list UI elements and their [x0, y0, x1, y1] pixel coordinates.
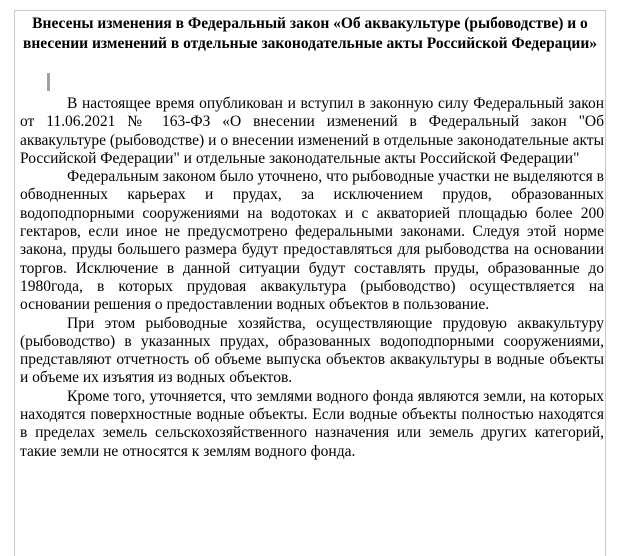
document-body — [20, 95, 604, 461]
paragraph-1: В настоящее время опубликован и вступил в законную силу Федеральный закон от 11.06.2021 № 163-ФЗ «О внесении изменений в Федеральный закон "Об аквакультуре (рыбоводстве) и о внесении изменений в отдельные законодательные акты Российской Федерации" и отдельные законодательные акты Российской Федерации" — [20, 95, 604, 167]
text-cursor-marker — [47, 73, 50, 91]
document-title: Внесены изменения в Федеральный закон «Об аквакультуре (рыбоводстве) и о внесении изменений в отдельные законодательные акты Российской Федерации» — [23, 15, 597, 52]
paragraph-2: Федеральным законом было уточнено, что рыбоводные участки не выделяются в обводненных карьерах и прудах, за исключением прудов, образованных водоподпорными сооружениями на водотоках и с акваторией площадью более 200 гектаров, если иное не предусмотрено федеральными законами. Следуя этой норме закона, пруды большего размера будут предоставляться для рыбоводства на основании торгов. Исключение в данной ситуации будут составлять пруды, образованные до 1980года, в которых прудовая аквакультура (рыбоводство) осуществляется на основании решения о предоставлении водных объектов в пользование. — [20, 168, 604, 314]
paragraph-3: При этом рыбоводные хозяйства, осуществляющие прудовую аквакультуру (рыбоводство) в указанных прудах, образованных водоподпорными сооружениями, представляют отчетность об объеме выпуска объектов аквакультуры в водные объекты и объеме их изъятия из водных объектов. — [20, 314, 604, 387]
paragraph-4: Кроме того, уточняется, что землями водного фонда являются земли, на которых находятся поверхностные водные объекты. Если водные объекты полностью находятся в пределах земель сельскохозяйственного назначения или земель других категорий, такие земли не относятся к землям водного фонда. — [20, 387, 604, 460]
